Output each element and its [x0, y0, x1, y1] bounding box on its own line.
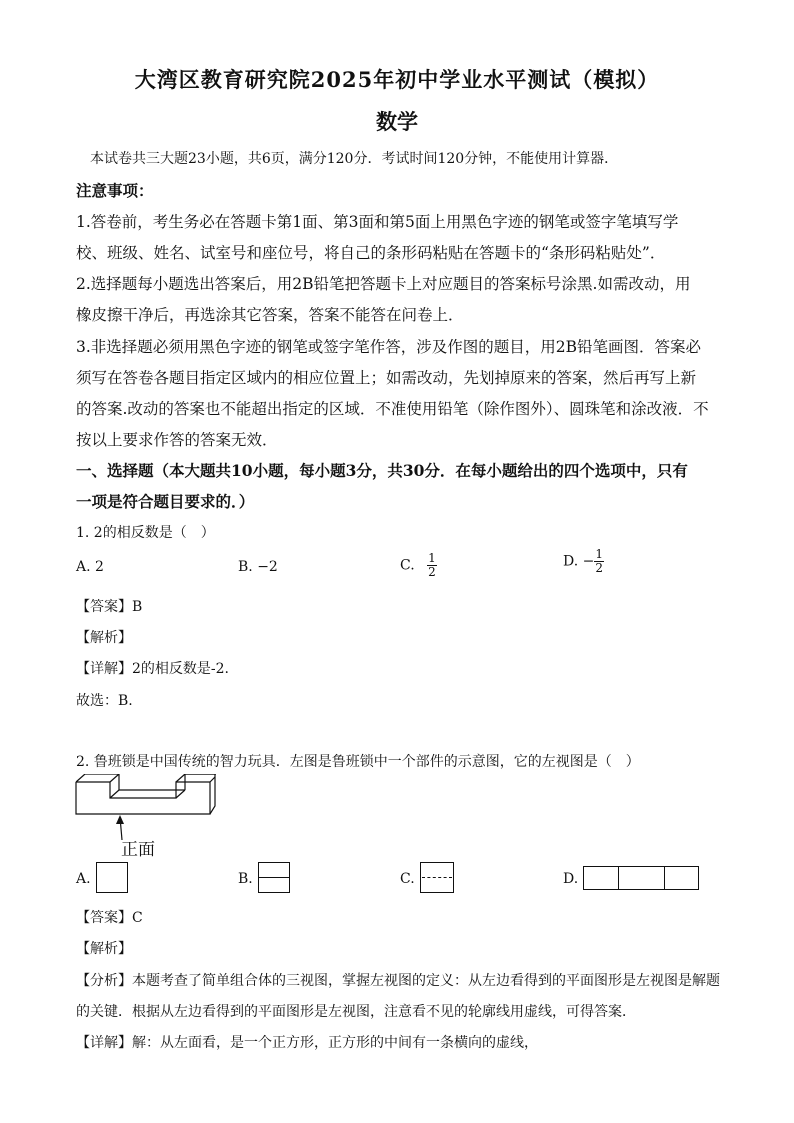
fraction-numerator: 1 [428, 551, 436, 565]
q1-detail: 【详解】2的相反数是-2. [76, 661, 229, 677]
q2-option-c-label: C. [400, 871, 415, 887]
fraction-denominator: 2 [428, 565, 436, 579]
arrow-head-icon [116, 815, 124, 824]
fraction-numerator: 1 [595, 547, 603, 561]
q2-analysis-line: 【分析】本题考查了简单组合体的三视图，掌握左视图的定义：从左边看得到的平面图形是左视图是解题 [76, 973, 720, 989]
notice-line: 的答案.改动的答案也不能超出指定的区域．不准使用铅笔（除作图外）、圆珠笔和涂改液．不 [76, 400, 709, 418]
front-label: 正面 [121, 840, 155, 860]
notice-line: 3.非选择题必须用黑色字迹的钢笔或签字笔作答，涉及作图的题目，用2B铅笔画图．答案必 [76, 338, 702, 356]
q2-option-c-square [420, 862, 454, 893]
q2-option-b-square [258, 862, 290, 893]
section-heading: 一项是符合题目要求的．） [76, 492, 255, 511]
divider-line [618, 867, 619, 889]
q1-option-d-label: D. − [563, 553, 595, 570]
depth-edge [110, 790, 119, 798]
notice-line: 校、班级、姓名、试室号和座位号，将自己的条形码粘贴在答题卡的“条形码粘贴处”． [76, 244, 666, 262]
q1-choice: 故选：B. [76, 693, 133, 709]
depth-edge [110, 774, 119, 782]
q2-analysis-line: 的关键．根据从左边看得到的平面图形是左视图，注意看不见的轮廓线用虚线，可得答案． [76, 1004, 636, 1020]
notice-heading: 注意事项： [76, 181, 154, 200]
notice-line: 1.答卷前，考生务必在答题卡第1面、第3面和第5面上用黑色字迹的钢笔或签字笔填写学 [76, 213, 679, 231]
q1-answer: 【答案】B [76, 599, 143, 615]
fraction-denominator: 2 [595, 561, 603, 575]
notice-line: 须写在答卷各题目指定区域内的相应位置上；如需改动，先划掉原来的答案，然后再写上新 [76, 369, 697, 387]
question-1-stem: 1. 2的相反数是（ ） [76, 525, 215, 541]
q1-option-b: B. −2 [238, 559, 278, 575]
q1-option-c [400, 552, 437, 579]
fraction [427, 552, 437, 579]
front-face-outline [76, 782, 210, 814]
divider-line [664, 867, 665, 889]
q2-option-a-label: A. [76, 871, 91, 887]
solid-midline [259, 877, 289, 878]
subject-title: 数学 [376, 109, 418, 134]
q1-option-c-label: C. [400, 557, 415, 574]
q2-analysis-label: 【解析】 [76, 941, 132, 957]
notice-line: 2.选择题每小题选出答案后，用2B铅笔把答题卡上对应题目的答案标号涂黑.如需改动，用 [76, 275, 691, 293]
dashed-midline [422, 877, 452, 878]
q1-option-a: A. 2 [76, 559, 104, 575]
q2-option-a-square [96, 862, 128, 893]
notice-line: 橡皮擦干净后，再选涂其它答案，答案不能答在问卷上． [76, 306, 464, 324]
depth-edge [176, 790, 185, 798]
q2-answer: 【答案】C [76, 910, 143, 926]
q1-analysis-label: 【解析】 [76, 630, 132, 646]
q2-option-d-label: D. [563, 871, 579, 887]
q2-detail: 【详解】解：从左面看，是一个正方形，正方形的中间有一条横向的虚线， [76, 1035, 538, 1051]
intro-text: 本试卷共三大题23小题，共6页，满分120分．考试时间120分钟，不能使用计算器． [90, 151, 619, 167]
page-title: 大湾区教育研究院2025年初中学业水平测试（模拟） [134, 67, 660, 92]
notice-line: 按以上要求作答的答案无效． [76, 431, 278, 449]
q1-option-d [563, 548, 604, 575]
section-heading: 一、选择题（本大题共10小题，每小题3分，共30分．在每小题给出的四个选项中，只有 [76, 461, 688, 480]
depth-edge [210, 777, 215, 782]
fraction [594, 548, 604, 575]
depth-edge [176, 774, 185, 782]
q2-option-b-label: B. [238, 871, 253, 887]
q2-option-d-rect [583, 866, 699, 890]
question-2-stem: 2. 鲁班锁是中国传统的智力玩具．左图是鲁班锁中一个部件的示意图，它的左视图是（ ） [76, 754, 640, 770]
